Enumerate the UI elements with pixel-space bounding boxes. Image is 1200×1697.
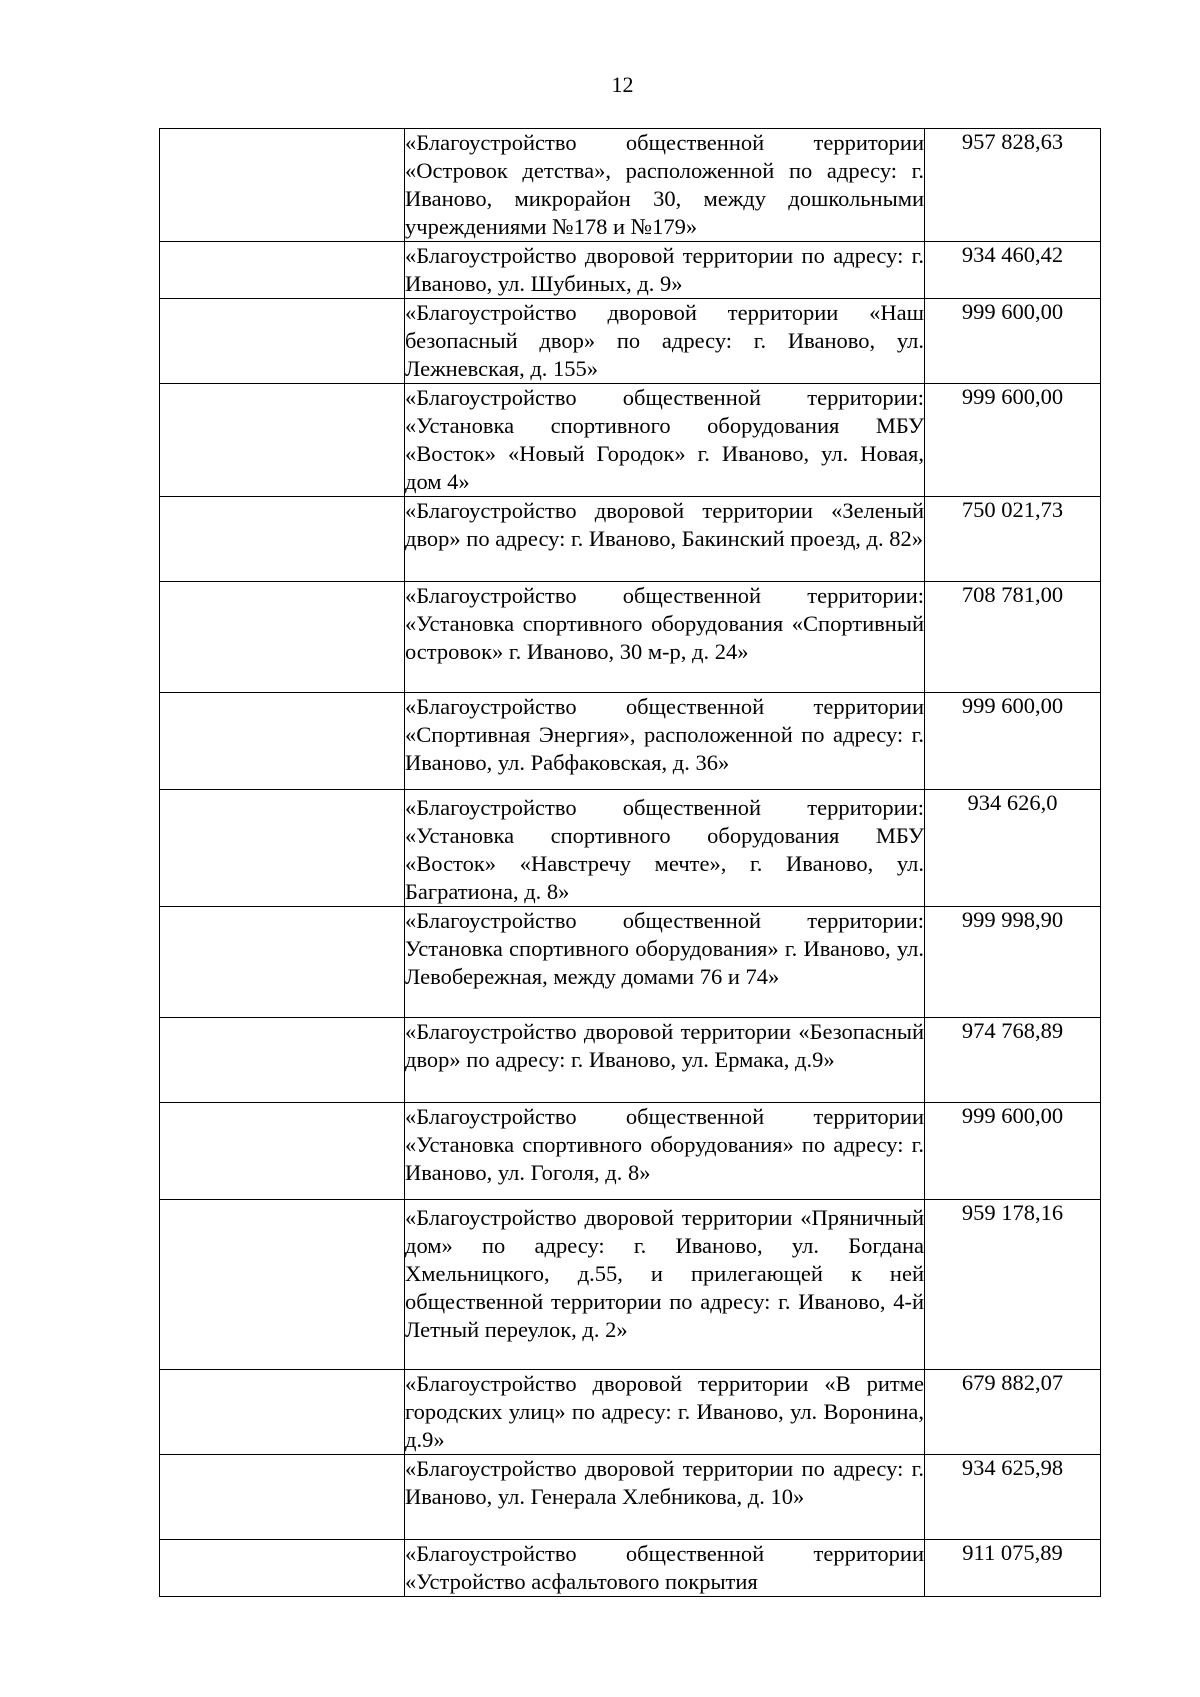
table-row xyxy=(160,497,1101,582)
amount-cell: 679 882,07 xyxy=(925,1370,1101,1455)
empty-cell xyxy=(160,384,405,497)
amount-cell: 708 781,00 xyxy=(925,582,1101,693)
table-row xyxy=(160,790,1101,907)
empty-cell xyxy=(160,693,405,790)
table-row xyxy=(160,242,1101,299)
table-row xyxy=(160,1200,1101,1370)
table-row xyxy=(160,693,1101,790)
description-cell: «Благоустройство общественной территории: «Установка спортивного оборудования МБУ «Восток» «Навстречу мечте», г. Иваново, ул. Багратиона, д. 8» xyxy=(405,790,925,907)
description-cell: «Благоустройство общественной территории «Спортивная Энергия», расположенной по адресу: г. Иваново, ул. Рабфаковская, д. 36» xyxy=(405,693,925,790)
amount-cell: 957 828,63 xyxy=(925,129,1101,242)
table-row xyxy=(160,1540,1101,1597)
table-row xyxy=(160,1018,1101,1103)
description-cell: «Благоустройство общественной территории: «Установка спортивного оборудования МБУ «Восток» «Новый Городок» г. Иваново, ул. Новая, дом 4» xyxy=(405,384,925,497)
empty-cell xyxy=(160,907,405,1018)
description-cell: «Благоустройство дворовой территории «Пряничный дом» по адресу: г. Иваново, ул. Богдана Хмельницкого, д.55, и прилегающей к ней общественной территории по адресу: г. Иваново, 4-й Летный переулок, д. 2» xyxy=(405,1200,925,1370)
empty-cell xyxy=(160,582,405,693)
amount-cell: 911 075,89 xyxy=(925,1540,1101,1597)
table-row xyxy=(160,384,1101,497)
description-cell: «Благоустройство дворовой территории «В ритме городских улиц» по адресу: г. Иваново, ул. Воронина, д.9» xyxy=(405,1370,925,1455)
table-row xyxy=(160,299,1101,384)
funding-table-body xyxy=(160,129,1101,1597)
amount-cell: 999 600,00 xyxy=(925,1103,1101,1200)
empty-cell xyxy=(160,1103,405,1200)
empty-cell xyxy=(160,242,405,299)
empty-cell xyxy=(160,1455,405,1540)
description-cell: «Благоустройство дворовой территории «Наш безопасный двор» по адресу: г. Иваново, ул. Лежневская, д. 155» xyxy=(405,299,925,384)
empty-cell xyxy=(160,497,405,582)
amount-cell: 999 600,00 xyxy=(925,299,1101,384)
table-row xyxy=(160,907,1101,1018)
amount-cell: 934 460,42 xyxy=(925,242,1101,299)
amount-cell: 999 600,00 xyxy=(925,384,1101,497)
amount-cell: 999 600,00 xyxy=(925,693,1101,790)
amount-cell: 750 021,73 xyxy=(925,497,1101,582)
amount-cell: 959 178,16 xyxy=(925,1200,1101,1370)
table-row xyxy=(160,1455,1101,1540)
page-number: 12 xyxy=(611,72,634,97)
description-cell: «Благоустройство общественной территории «Установка спортивного оборудования» по адресу: г. Иваново, ул. Гоголя, д. 8» xyxy=(405,1103,925,1200)
table-row xyxy=(160,1103,1101,1200)
empty-cell xyxy=(160,1370,405,1455)
description-cell: «Благоустройство общественной территории: Установка спортивного оборудования» г. Иваново, ул. Левобережная, между домами 76 и 74» xyxy=(405,907,925,1018)
amount-cell: 974 768,89 xyxy=(925,1018,1101,1103)
description-cell: «Благоустройство дворовой территории «Зеленый двор» по адресу: г. Иваново, Бакинский проезд, д. 82» xyxy=(405,497,925,582)
empty-cell xyxy=(160,299,405,384)
amount-cell: 934 625,98 xyxy=(925,1455,1101,1540)
empty-cell xyxy=(160,1540,405,1597)
amount-cell: 999 998,90 xyxy=(925,907,1101,1018)
description-cell: «Благоустройство общественной территории «Устройство асфальтового покрытия xyxy=(405,1540,925,1597)
table-row xyxy=(160,582,1101,693)
description-cell: «Благоустройство общественной территории: «Установка спортивного оборудования «Спортивный островок» г. Иваново, 30 м-р, д. 24» xyxy=(405,582,925,693)
table-row xyxy=(160,1370,1101,1455)
empty-cell xyxy=(160,790,405,907)
empty-cell xyxy=(160,1018,405,1103)
description-cell: «Благоустройство дворовой территории «Безопасный двор» по адресу: г. Иваново, ул. Ермака, д.9» xyxy=(405,1018,925,1103)
amount-cell: 934 626,0 xyxy=(925,790,1101,907)
funding-table xyxy=(159,128,1101,1597)
description-cell: «Благоустройство дворовой территории по адресу: г. Иваново, ул. Шубиных, д. 9» xyxy=(405,242,925,299)
description-cell: «Благоустройство дворовой территории по адресу: г. Иваново, ул. Генерала Хлебникова, д. 10» xyxy=(405,1455,925,1540)
empty-cell xyxy=(160,1200,405,1370)
description-cell: «Благоустройство общественной территории «Островок детства», расположенной по адресу: г. Иваново, микрорайон 30, между дошкольными учреждениями №178 и №179» xyxy=(405,129,925,242)
empty-cell xyxy=(160,129,405,242)
table-row xyxy=(160,129,1101,242)
